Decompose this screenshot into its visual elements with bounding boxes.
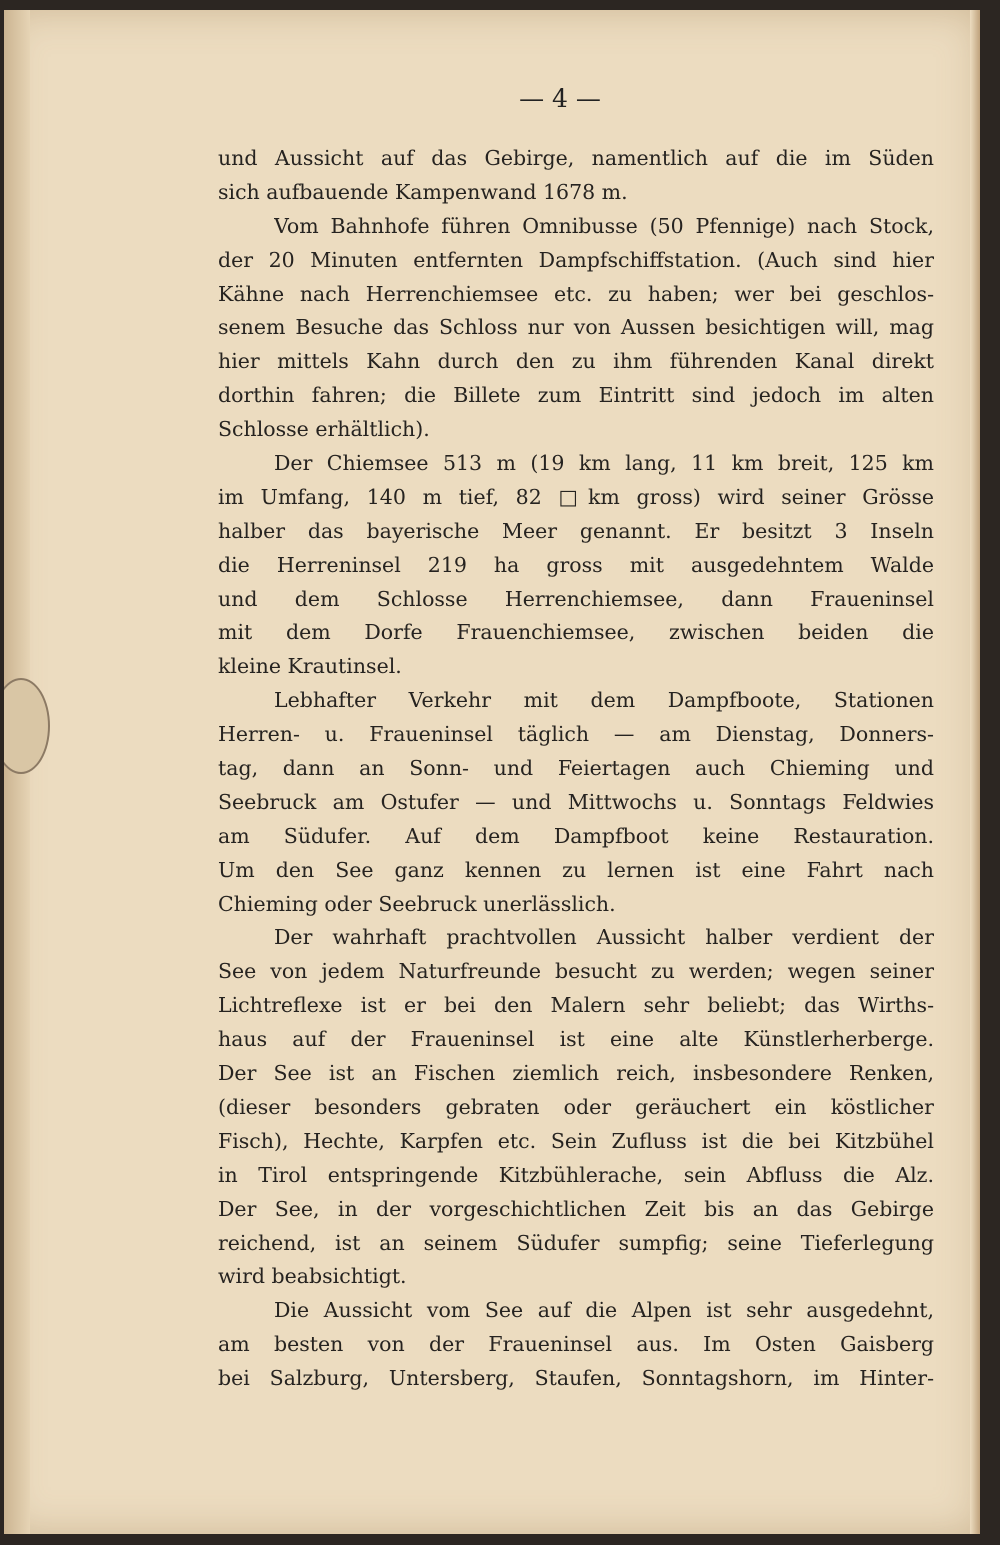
- text-line: Lichtreflexe ist er bei den Malern sehr beliebt; das Wirths-: [218, 993, 934, 1018]
- text-line: Herren- u. Fraueninsel täglich — am Dienstag, Donners-: [218, 722, 934, 747]
- text-line: Chieming oder Seebruck unerlässlich.: [218, 891, 616, 916]
- text-line: in Tirol entspringende Kitzbühlerache, sein Abfluss die Alz.: [218, 1162, 934, 1187]
- page-edge-shadow: [970, 10, 980, 1534]
- text-line: kleine Krautinsel.: [218, 654, 402, 679]
- text-line: Der See, in der vorgeschichtlichen Zeit bis an das Gebirge: [218, 1196, 934, 1221]
- text-line: dorthin fahren; die Billete zum Eintritt sind jedoch im alten: [218, 383, 934, 408]
- text-line: Lebhafter Verkehr mit dem Dampfboote, Stationen: [274, 688, 934, 713]
- text-line: Die Aussicht vom See auf die Alpen ist sehr ausgedehnt,: [274, 1298, 934, 1323]
- text-line: Schlosse erhältlich).: [218, 417, 430, 442]
- text-line: senem Besuche das Schloss nur von Aussen besichtigen will, mag: [218, 315, 934, 340]
- text-line: und Aussicht auf das Gebirge, namentlich auf die im Süden: [218, 146, 934, 170]
- text-line: halber das bayerische Meer genannt. Er besitzt 3 Inseln: [218, 518, 934, 543]
- text-line: (dieser besonders gebraten oder geräuchert ein köstlicher: [218, 1094, 934, 1119]
- body-text: [218, 142, 934, 1396]
- text-line: im Umfang, 140 m tief, 82 □km gross) wird seiner Grösse: [218, 484, 934, 509]
- page-number: — 4 —: [519, 84, 601, 113]
- text-line: Vom Bahnhofe führen Omnibusse (50 Pfennige) nach Stock,: [274, 213, 934, 238]
- text-line: mit dem Dorfe Frauenchiemsee, zwischen beiden die: [218, 620, 934, 645]
- text-line: bei Salzburg, Untersberg, Staufen, Sonntagshorn, im Hinter-: [218, 1366, 934, 1391]
- text-line: Um den See ganz kennen zu lernen ist eine Fahrt nach: [218, 857, 934, 882]
- text-line: reichend, ist an seinem Südufer sumpfig; seine Tieferlegung: [218, 1230, 934, 1255]
- text-line: wird beabsichtigt.: [218, 1264, 407, 1289]
- text-line: Der See ist an Fischen ziemlich reich, insbesondere Renken,: [218, 1061, 934, 1086]
- text-line: Fisch), Hechte, Karpfen etc. Sein Zufluss ist die bei Kitzbühel: [218, 1128, 934, 1153]
- text-line: Der Chiemsee 513 m (19 km lang, 11 km breit, 125 km: [274, 451, 934, 476]
- text-line: Der wahrhaft prachtvollen Aussicht halber verdient der: [274, 925, 934, 950]
- binding-clip: [4, 678, 50, 774]
- text-line: der 20 Minuten entfernten Dampfschiffstation. (Auch sind hier: [218, 247, 934, 272]
- text-line: die Herreninsel 219 ha gross mit ausgedehntem Walde: [218, 552, 934, 577]
- text-line: tag, dann an Sonn- und Feiertagen auch Chieming und: [218, 756, 934, 781]
- text-line: hier mittels Kahn durch den zu ihm führenden Kanal direkt: [218, 349, 934, 374]
- text-line: See von jedem Naturfreunde besucht zu werden; wegen seiner: [218, 959, 934, 984]
- text-line: Seebruck am Ostufer — und Mittwochs u. Sonntags Feldwies: [218, 789, 934, 814]
- text-line: Kähne nach Herrenchiemsee etc. zu haben; wer bei geschlos-: [218, 281, 934, 306]
- text-line: am Südufer. Auf dem Dampfboot keine Restauration.: [218, 823, 934, 848]
- text-line: haus auf der Fraueninsel ist eine alte Künstlerherberge.: [218, 1027, 934, 1052]
- text-line: und dem Schlosse Herrenchiemsee, dann Fraueninsel: [218, 586, 934, 611]
- text-line: sich aufbauende Kampenwand 1678 m.: [218, 179, 628, 204]
- text-line: am besten von der Fraueninsel aus. Im Osten Gaisberg: [218, 1332, 934, 1357]
